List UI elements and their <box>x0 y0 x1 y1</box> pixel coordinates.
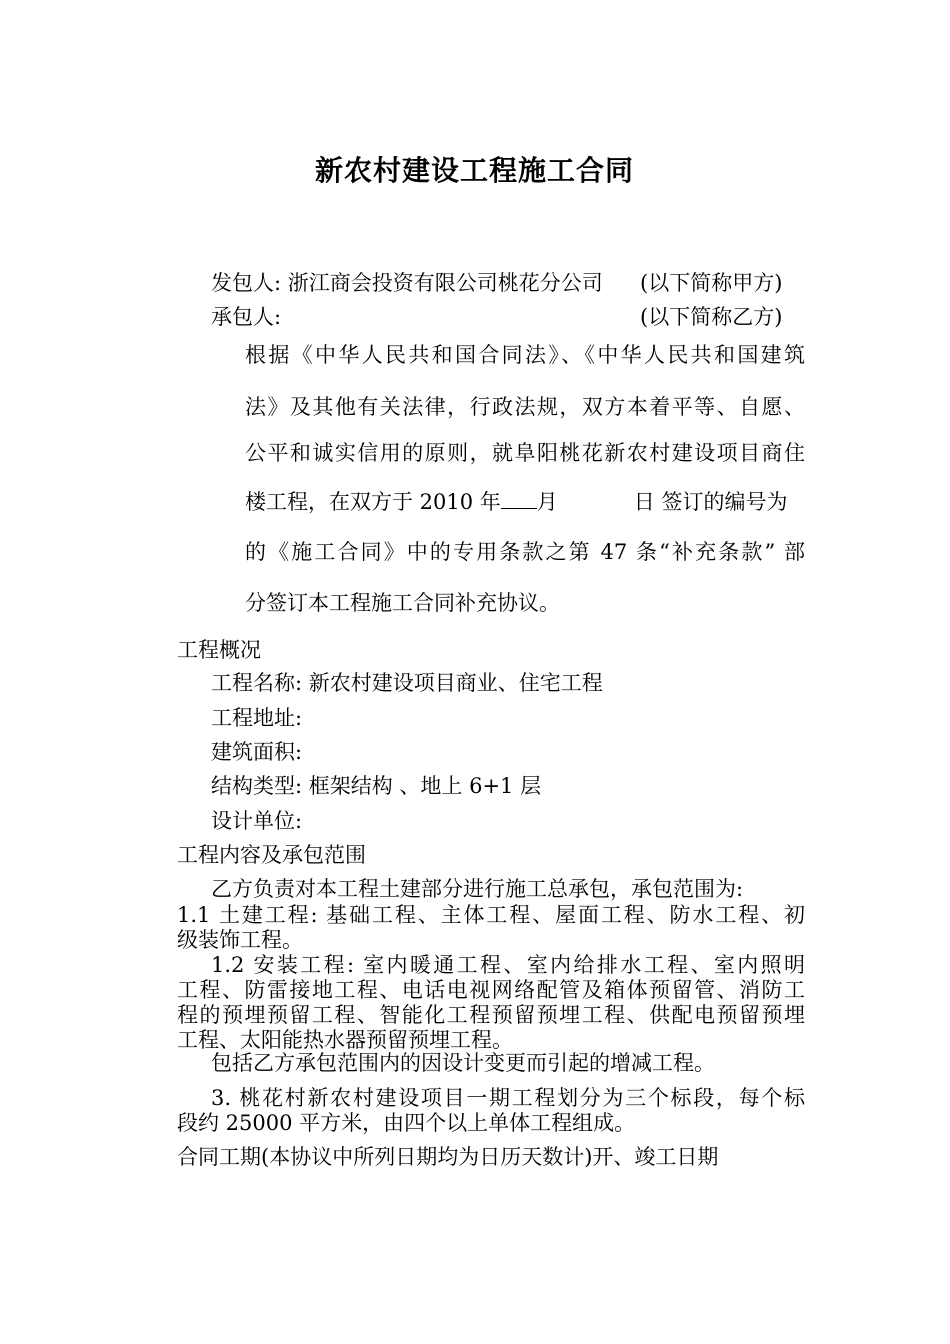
preamble-line-1: 根据《中华人民共和国合同法》、《中华人民共和国建筑 <box>245 343 805 367</box>
scope-heading: 工程内容及承包范围 <box>177 843 366 867</box>
preamble-line-4 <box>245 489 805 515</box>
preamble-date-day: 日 签订的编号为 <box>633 490 788 514</box>
scope-item-3-line-2: 段约 25000 平方米，由四个以上单体工程组成。 <box>177 1111 636 1135</box>
preamble-date-month: 月 <box>536 490 558 514</box>
preamble-date-year: 楼工程，在双方于 2010 年 <box>245 490 501 514</box>
overview-project-address: 工程地址: <box>211 706 303 730</box>
scope-item-1-line-1: 1.1 土建工程: 基础工程、主体工程、屋面工程、防水工程、初 <box>177 903 805 927</box>
preamble-line-5: 的《施工合同》中的专用条款之第 47 条“补充条款” 部 <box>245 540 805 564</box>
scope-item-2-line-4: 工程、太阳能热水器预留预埋工程。 <box>177 1028 513 1052</box>
scope-item-3-line-1: 3. 桃花村新农村建设项目一期工程划分为三个标段，每个标 <box>211 1086 805 1110</box>
scope-design-change: 包括乙方承包范围内的因设计变更而引起的增减工程。 <box>211 1051 715 1075</box>
scope-intro: 乙方负责对本工程土建部分进行施工总承包，承包范围为: <box>211 877 744 901</box>
preamble-line-3: 公平和诚实信用的原则，就阜阳桃花新农村建设项目商住 <box>245 441 805 465</box>
overview-structure-type: 结构类型: 框架结构 、地上 6+1 层 <box>211 774 542 798</box>
employer-name: 浙江商会投资有限公司桃花分公司 <box>287 271 603 295</box>
overview-project-name: 工程名称: 新农村建设项目商业、住宅工程 <box>211 671 603 695</box>
employer-note: (以下简称甲方) <box>640 271 783 295</box>
document-title: 新农村建设工程施工合同 <box>315 154 635 187</box>
overview-building-area: 建筑面积: <box>211 740 303 764</box>
contractor-label: 承包人: <box>211 305 282 329</box>
preamble-line-6: 分签订本工程施工合同补充协议。 <box>245 591 560 615</box>
preamble-line-2: 法》及其他有关法律，行政法规，双方本着平等、自愿、 <box>245 395 805 419</box>
overview-heading: 工程概况 <box>177 638 261 662</box>
scope-item-1-line-2: 级装饰工程。 <box>177 928 303 952</box>
contractor-note: (以下简称乙方) <box>640 305 783 329</box>
employer-label: 发包人: <box>211 271 282 295</box>
schedule-heading: 合同工期(本协议中所列日期均为日历天数计)开、竣工日期 <box>177 1145 719 1169</box>
scope-item-2-line-3: 程的预埋预留工程、智能化工程预留预埋工程、供配电预留预埋 <box>177 1003 805 1027</box>
date-month-blank <box>501 490 537 509</box>
overview-design-unit: 设计单位: <box>211 809 303 833</box>
scope-item-2-line-1: 1.2 安装工程: 室内暖通工程、室内给排水工程、室内照明 <box>211 953 805 977</box>
scope-item-2-line-2: 工程、防雷接地工程、电话电视网络配管及箱体预留管、消防工 <box>177 978 805 1002</box>
employer-line <box>211 270 603 296</box>
